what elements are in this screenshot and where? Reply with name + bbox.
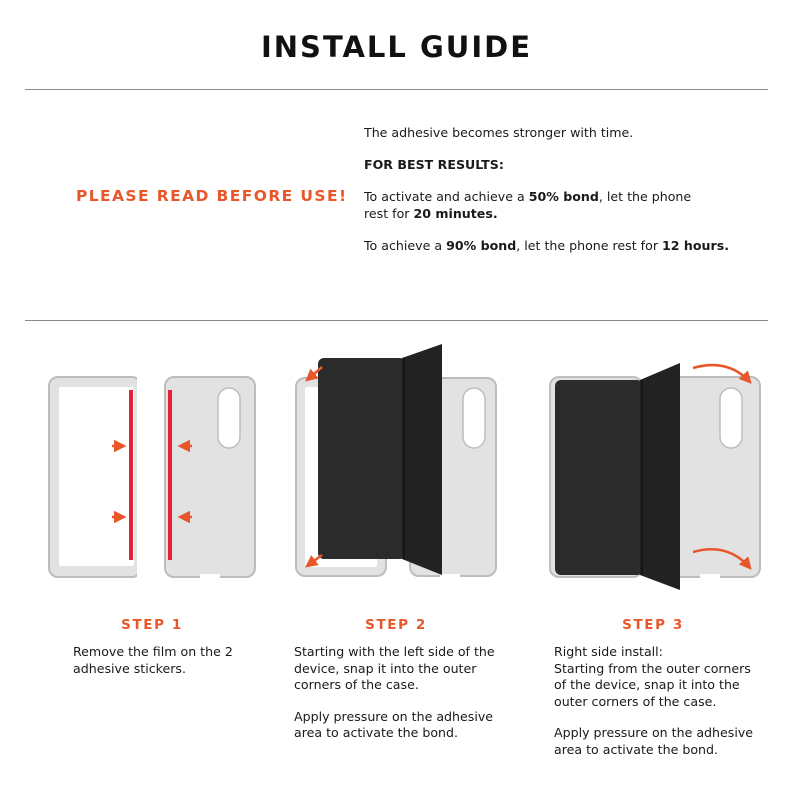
best-results-heading: FOR BEST RESULTS: bbox=[364, 157, 504, 172]
case-left-window bbox=[59, 387, 134, 566]
step2-illustration bbox=[296, 344, 496, 578]
top-divider bbox=[25, 89, 768, 90]
device-right-panel bbox=[402, 344, 442, 575]
adhesive-strength-note: The adhesive becomes stronger with time. bbox=[364, 125, 634, 140]
device-left-panel bbox=[555, 380, 643, 575]
step1-title: STEP 1 bbox=[121, 617, 183, 633]
step2-instructions: Starting with the left side of the device, snap it into the outer corners of the case. Apply pressure on the adhesive area to activate the bond. bbox=[294, 644, 495, 740]
device-left-panel bbox=[318, 358, 406, 559]
adhesive-strip-right bbox=[168, 390, 172, 560]
step3-illustration bbox=[550, 363, 760, 590]
case-right-half bbox=[666, 377, 760, 577]
camera-cutout-icon bbox=[720, 388, 742, 448]
activate-bond-note: To activate and achieve a 50% bond, let the phone rest for 20 minutes. bbox=[364, 189, 692, 221]
step1-illustration bbox=[49, 370, 255, 585]
camera-cutout-icon bbox=[463, 388, 485, 448]
adhesive-strip-left bbox=[129, 390, 133, 560]
step1-instructions: Remove the film on the 2 adhesive stickers. bbox=[73, 644, 233, 676]
full-bond-note: To achieve a 90% bond, let the phone rest for 12 hours. bbox=[364, 238, 729, 253]
case-right-half bbox=[165, 377, 255, 577]
camera-cutout-icon bbox=[218, 388, 240, 448]
install-illustrations bbox=[0, 335, 793, 595]
step3-title: STEP 3 bbox=[622, 617, 684, 633]
step2-title: STEP 2 bbox=[365, 617, 427, 633]
section-divider bbox=[25, 320, 768, 321]
step3-instructions: Right side install: Starting from the outer corners of the device, snap it into the outer corners of the case. Apply pressure on the adhesive area to activate the bond. bbox=[554, 644, 754, 757]
page-title: INSTALL GUIDE bbox=[261, 30, 532, 64]
read-before-use-warning: PLEASE READ BEFORE USE! bbox=[76, 187, 348, 205]
adhesive-info bbox=[364, 124, 754, 269]
device-right-panel bbox=[640, 363, 680, 590]
